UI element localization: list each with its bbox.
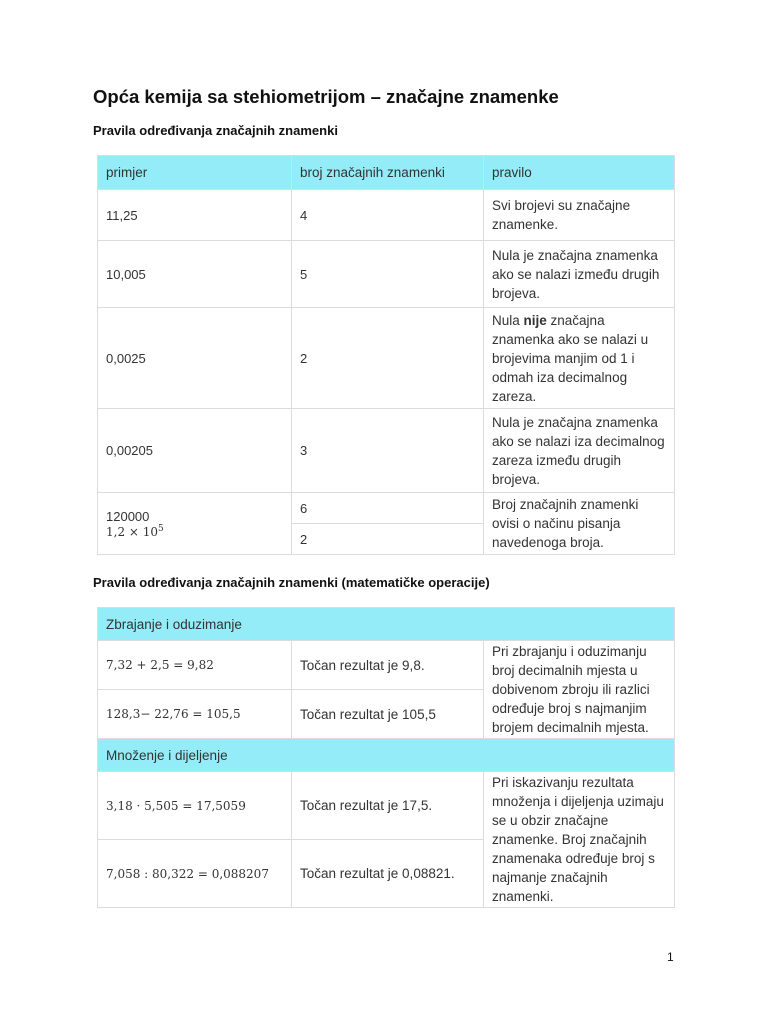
significant-figures-rules-table [97, 155, 675, 555]
page-title: Opća kemija sa stehiometrijom – značajne znamenke [93, 86, 559, 107]
addition-label: Zbrajanje i oduzimanje [98, 608, 675, 641]
header-rule: pravilo [484, 156, 675, 190]
table-header-row [98, 156, 675, 190]
rule-cell [484, 308, 675, 409]
section-heading-operations: Pravila određivanja značajnih znamenki (matematičke operacije) [93, 575, 490, 590]
expression-cell: 128,3− 22,76 = 105,5 [98, 690, 292, 739]
result-cell: Točan rezultat je 9,8. [292, 641, 484, 690]
section-heading-rules: Pravila određivanja značajnih znamenki [93, 123, 338, 138]
rule-text-pre: Nula [492, 312, 524, 328]
expression-cell: 7,32 + 2,5 = 9,82 [98, 641, 292, 690]
count-cell: 2 [292, 308, 484, 409]
example-scientific [106, 524, 283, 539]
multiplication-label: Množenje i dijeljenje [98, 739, 675, 772]
page-number: 1 [667, 950, 674, 964]
expression-cell: 3,18 · 5,505 = 17,5059 [98, 772, 292, 840]
example-cell [98, 493, 292, 555]
example-plain: 120000 [106, 508, 150, 524]
rule-cell: Pri zbrajanju i oduzimanju broj decimalnih mjesta u dobivenom zbroju ili razlici određuje broj s najmanjim brojem decimalnih mjesta. [484, 641, 675, 739]
rule-cell: Nula je značajna znamenka ako se nalazi između drugih brojeva. [484, 241, 675, 308]
count-cell: 2 [292, 524, 484, 555]
table-row [98, 772, 675, 840]
rule-cell: Pri iskazivanju rezultata množenja i dijeljenja uzimaju se u obzir značajne znamenke. Broj značajnih znamenaka određuje broj s najmanje značajnih znamenki. [484, 772, 675, 908]
example-cell: 0,00205 [98, 409, 292, 493]
sci-base: 1,2 × 10 [106, 524, 159, 539]
example-cell: 11,25 [98, 190, 292, 241]
count-cell: 5 [292, 241, 484, 308]
rule-cell: Nula je značajna znamenka ako se nalazi iza decimalnog zareza između drugih brojeva. [484, 409, 675, 493]
table-row [98, 493, 675, 524]
count-cell: 3 [292, 409, 484, 493]
table-row [98, 641, 675, 690]
result-cell: Točan rezultat je 0,08821. [292, 840, 484, 908]
section-row-multiplication [98, 739, 675, 772]
count-cell: 4 [292, 190, 484, 241]
rule-text-post: značajna znamenka ako se nalazi u brojevima manjim od 1 i odmah iza decimalnog zareza. [492, 312, 649, 404]
table-row [98, 241, 675, 308]
example-cell: 0,0025 [98, 308, 292, 409]
count-cell: 6 [292, 493, 484, 524]
rule-cell: Svi brojevi su značajne znamenke. [484, 190, 675, 241]
header-example: primjer [98, 156, 292, 190]
example-cell: 10,005 [98, 241, 292, 308]
table-row [98, 308, 675, 409]
table-row [98, 409, 675, 493]
header-count: broj značajnih znamenki [292, 156, 484, 190]
rule-cell: Broj značajnih znamenki ovisi o načinu pisanja navedenoga broja. [484, 493, 675, 555]
result-cell: Točan rezultat je 105,5 [292, 690, 484, 739]
sci-exponent: 5 [158, 523, 164, 534]
table-row [98, 190, 675, 241]
section-row-addition [98, 608, 675, 641]
rule-text-bold: nije [523, 312, 547, 328]
result-cell: Točan rezultat je 17,5. [292, 772, 484, 840]
expression-cell: 7,058 : 80,322 = 0,088207 [98, 840, 292, 908]
math-operations-table [97, 607, 675, 908]
